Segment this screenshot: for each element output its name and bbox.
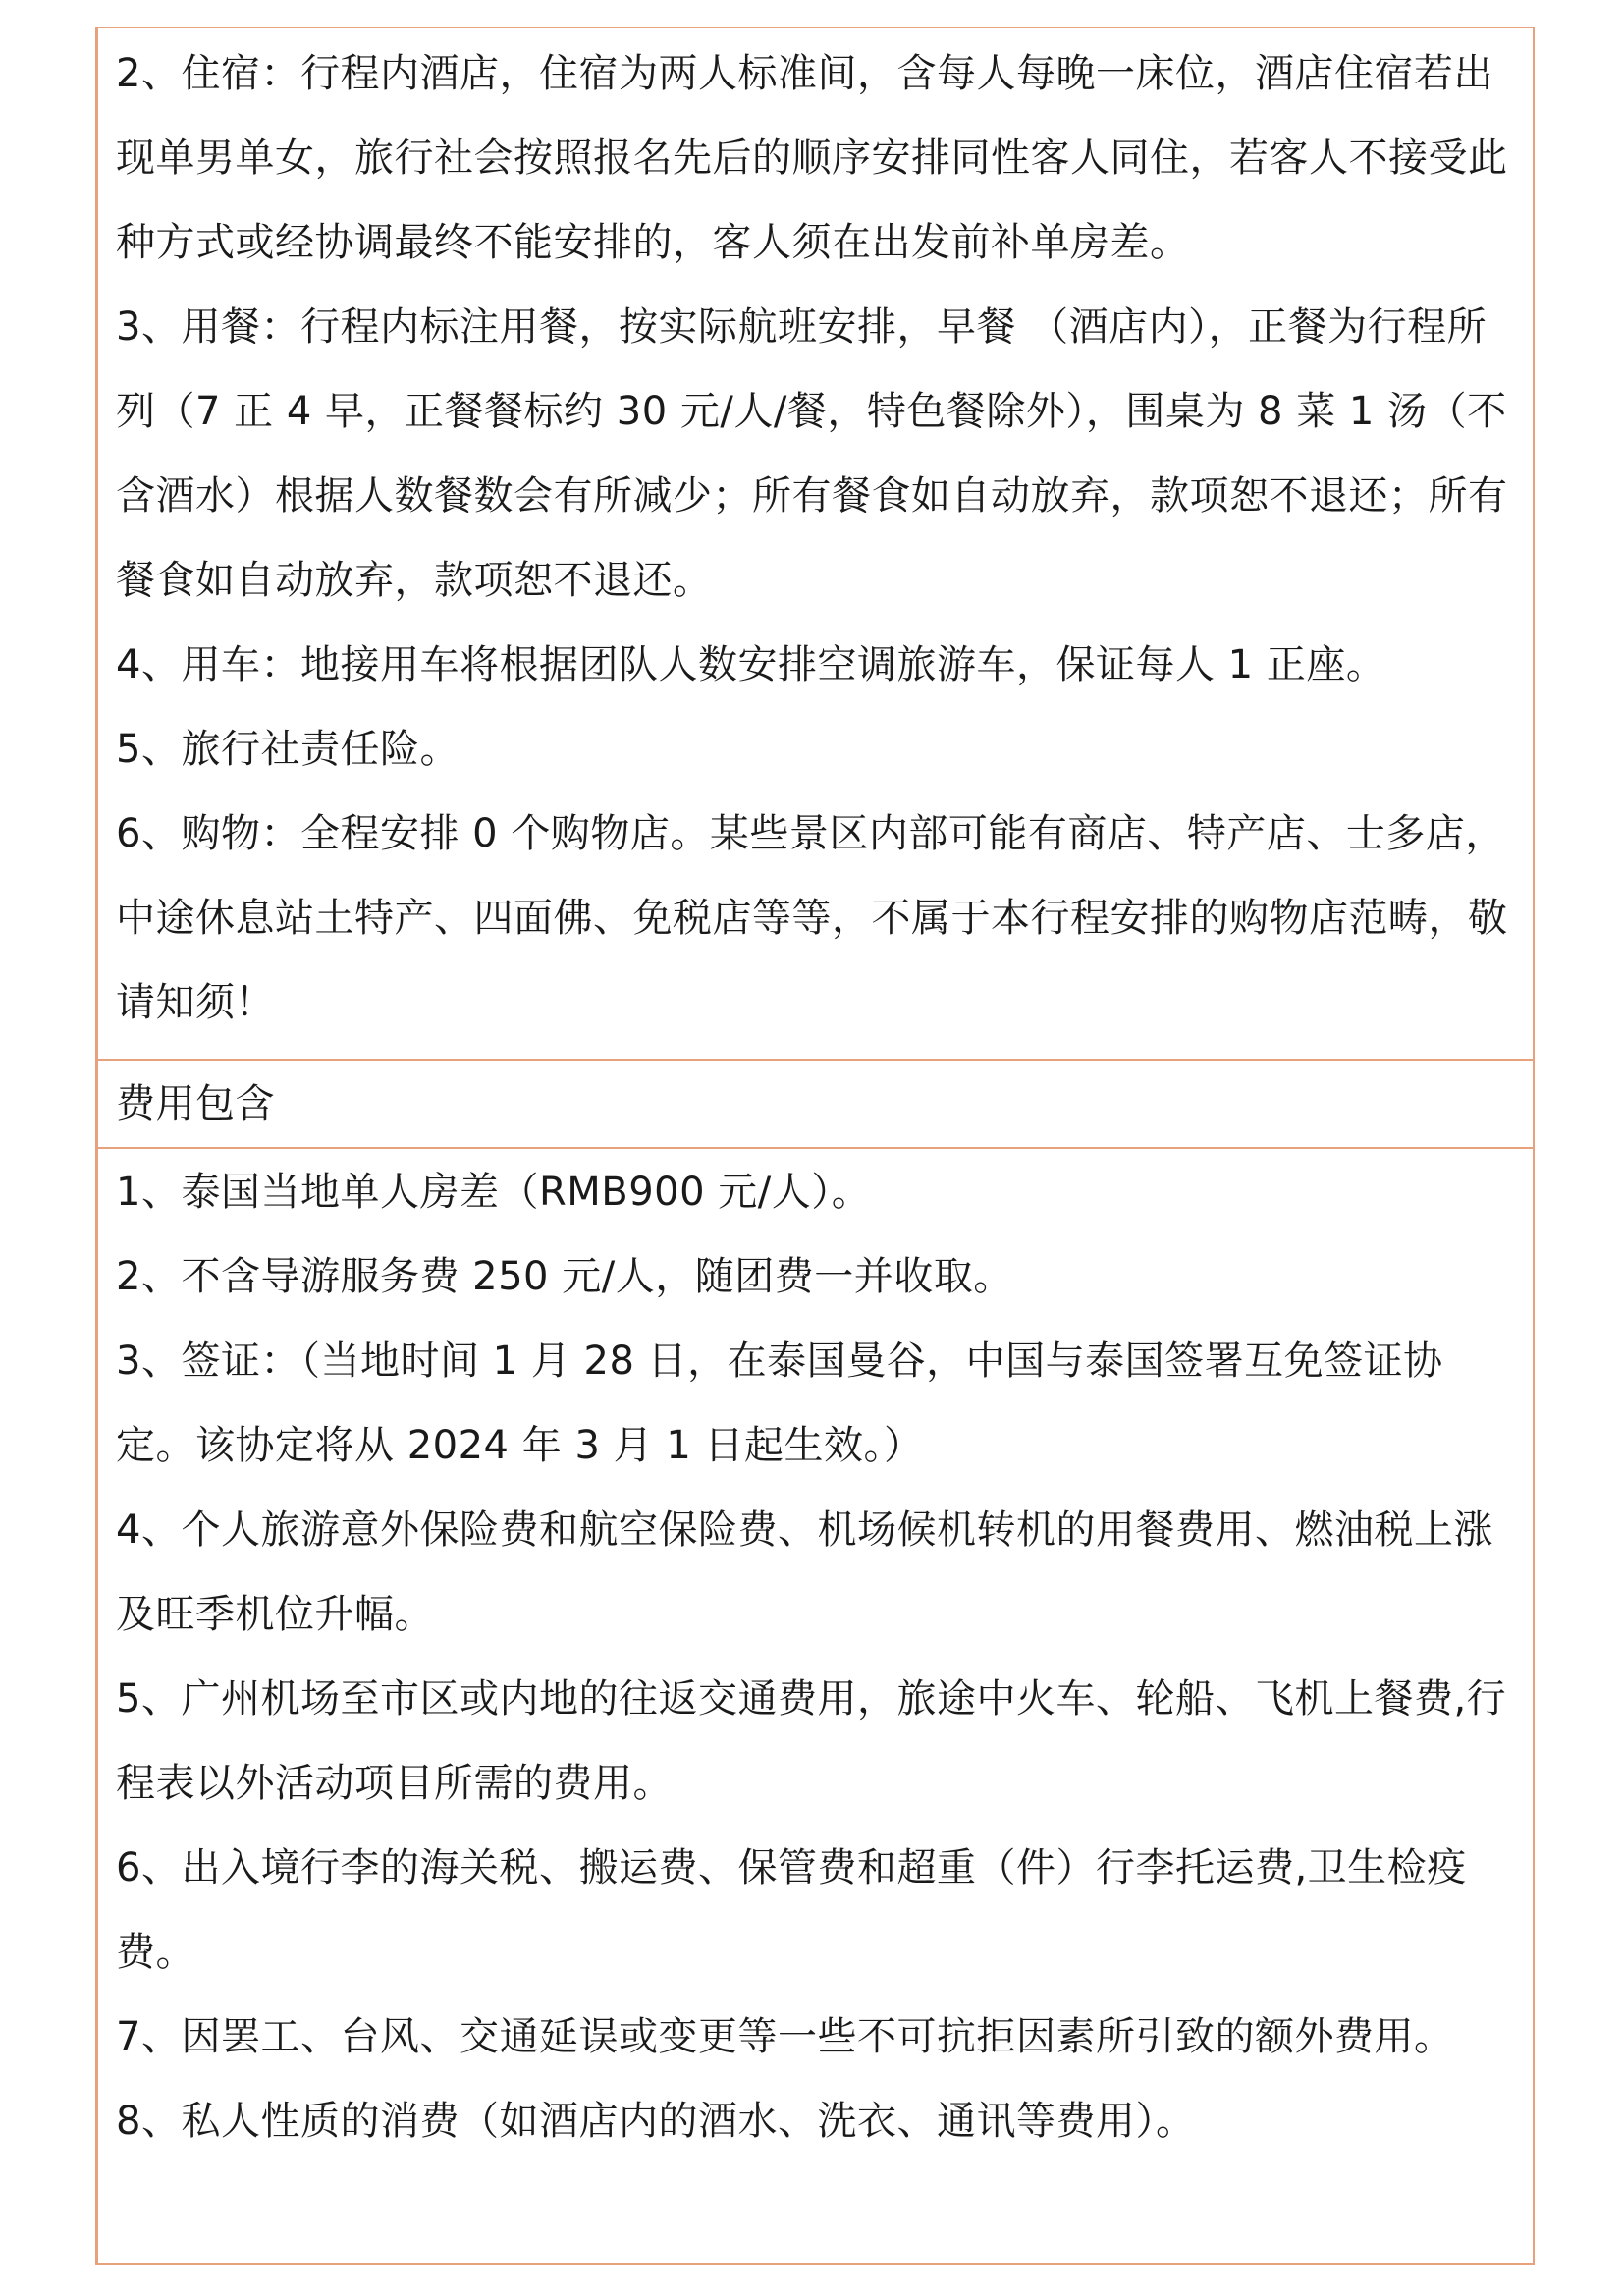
cost-item-insurance: 4、个人旅游意外保险费和航空保险费、机场候机转机的用餐费用、燃油税上涨及旺季机位升幅。	[116, 1507, 1493, 1637]
cost-items-cell	[98, 1147, 1533, 2263]
term-insurance: 5、旅行社责任险。	[116, 727, 460, 772]
itinerary-terms-table	[95, 27, 1535, 2265]
cost-item-guide-fee: 2、不含导游服务费 250 元/人，随团费一并收取。	[116, 1254, 1013, 1299]
cost-item-transport: 5、广州机场至市区或内地的往返交通费用，旅途中火车、轮船、飞机上餐费,行程表以外活动项目所需的费用。	[116, 1676, 1507, 1806]
cost-section-title: 费用包含	[116, 1081, 275, 1126]
cost-item-visa: 3、签证：（当地时间 1 月 28 日，在泰国曼谷，中国与泰国签署互免签证协定。该协定将从 2024 年 3 月 1 日起生效。）	[116, 1339, 1443, 1468]
term-meals: 3、用餐：行程内标注用餐，按实际航班安排，早餐 （酒店内），正餐为行程所列（7 正 4 早，正餐餐标约 30 元/人/餐，特色餐除外），围桌为 8 菜 1 汤（不含酒水）根据人数餐数会有所减少；所有餐食如自动放弃，款项恕不退还；所有餐食如自动放弃，款项恕不退还。	[116, 304, 1508, 603]
cost-item-personal: 8、私人性质的消费（如酒店内的酒水、洗衣、通讯等费用）。	[116, 2099, 1196, 2144]
term-shopping: 6、购物：全程安排 0 个购物店。某些景区内部可能有商店、特产店、士多店，中途休息站土特产、四面佛、免税店等等，不属于本行程安排的购物店范畴，敬请知须！	[116, 811, 1508, 1025]
cost-section-header-cell	[98, 1059, 1533, 1147]
cost-item-luggage: 6、出入境行李的海关税、搬运费、保管费和超重（件）行李托运费,卫生检疫费。	[116, 1845, 1467, 1975]
cost-item-force-majeure: 7、因罢工、台风、交通延误或变更等一些不可抗拒因素所引致的额外费用。	[116, 2014, 1454, 2059]
accommodation-terms-cell	[98, 28, 1533, 1059]
cost-item-single-room: 1、泰国当地单人房差（RMB900 元/人）。	[116, 1170, 872, 1215]
term-vehicle: 4、用车：地接用车将根据团队人数安排空调旅游车，保证每人 1 正座。	[116, 642, 1386, 687]
term-accommodation: 2、住宿：行程内酒店，住宿为两人标准间，含每人每晚一床位，酒店住宿若出现单男单女，旅行社会按照报名先后的顺序安排同性客人同住，若客人不接受此种方式或经协调最终不能安排的，客人须在出发前补单房差。	[116, 51, 1508, 265]
